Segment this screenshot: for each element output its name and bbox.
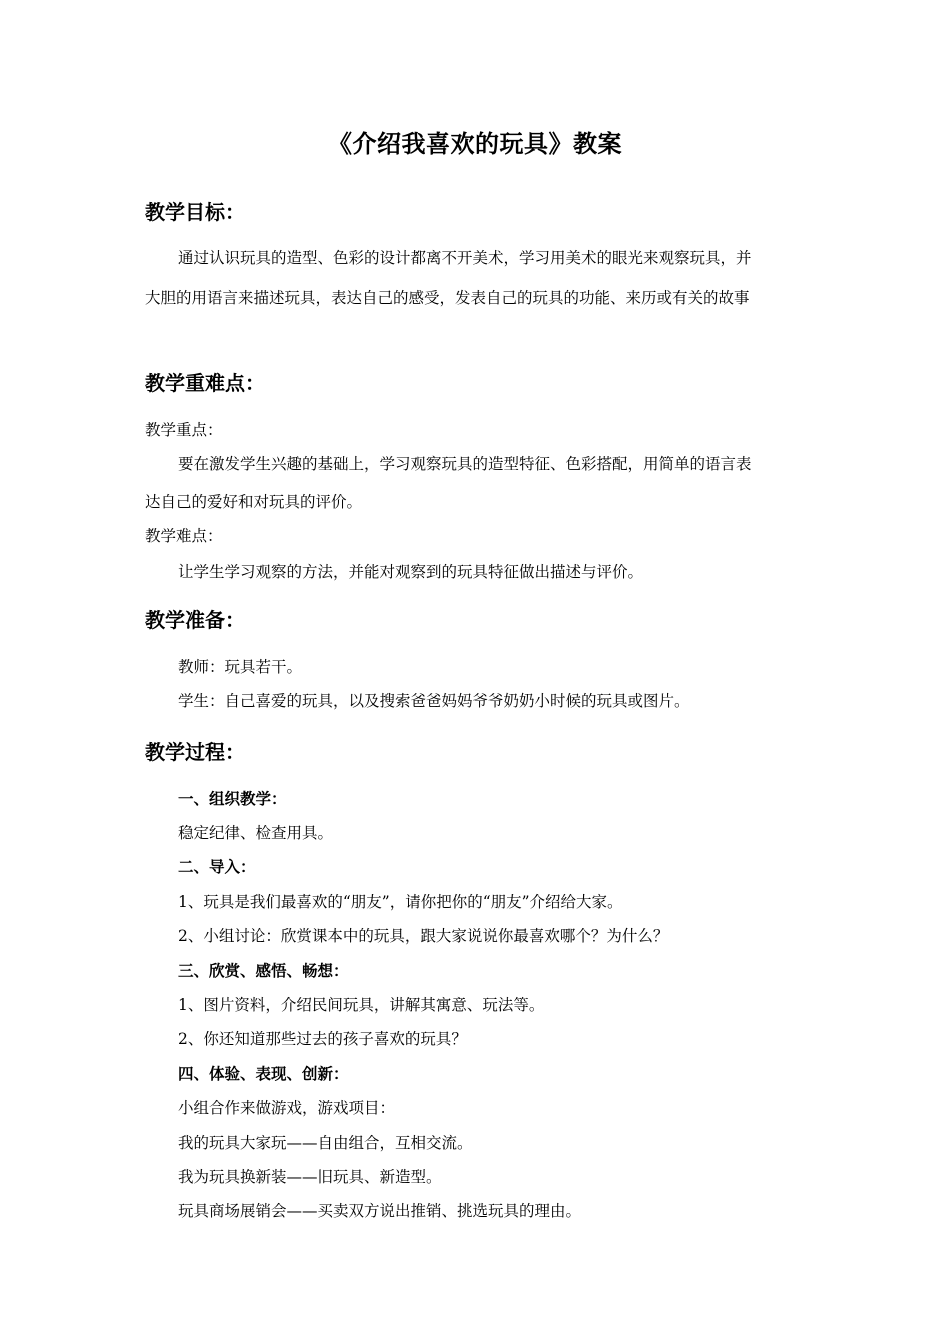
section-3-line-1: 1、图片资料，介绍民间玩具，讲解其寓意、玩法等。 xyxy=(178,996,545,1014)
goals-text-line-2: 大胆的用语言来描述玩具，表达自己的感受，发表自己的玩具的功能、来历或有关的故事 xyxy=(145,289,750,307)
section-4-title: 四、体验、表现、创新： xyxy=(178,1064,349,1083)
preparation-student: 学生：自己喜爱的玩具，以及搜索爸爸妈妈爷爷奶奶小时候的玩具或图片。 xyxy=(178,692,690,710)
section-4-line-3: 我为玩具换新装——旧玩具、新造型。 xyxy=(178,1168,442,1186)
key-points-heading: 教学重难点： xyxy=(145,371,265,395)
section-3-line-2: 2、你还知道那些过去的孩子喜欢的玩具？ xyxy=(178,1030,467,1048)
process-heading: 教学过程： xyxy=(145,740,245,764)
goals-text-line-1: 通过认识玩具的造型、色彩的设计都离不开美术，学习用美术的眼光来观察玩具，并 xyxy=(178,249,752,267)
section-2-line-2: 2、小组讨论：欣赏课本中的玩具，跟大家说说你最喜欢哪个？为什么？ xyxy=(178,927,669,945)
preparation-heading: 教学准备： xyxy=(145,608,245,632)
focus-label: 教学重点： xyxy=(145,421,223,439)
section-2-title: 二、导入： xyxy=(178,857,256,876)
section-4-line-4: 玩具商场展销会——买卖双方说出推销、挑选玩具的理由。 xyxy=(178,1202,582,1220)
focus-text-line-1: 要在激发学生兴趣的基础上，学习观察玩具的造型特征、色彩搭配，用简单的语言表 xyxy=(178,455,752,473)
preparation-teacher: 教师：玩具若干。 xyxy=(178,658,303,676)
difficulty-label: 教学难点： xyxy=(145,527,223,545)
section-3-title: 三、欣赏、感悟、畅想： xyxy=(178,961,349,980)
goals-heading: 教学目标： xyxy=(145,200,245,224)
section-1-title: 一、组织教学： xyxy=(178,789,287,808)
document-title: 《介绍我喜欢的玩具》教案 xyxy=(328,129,622,158)
section-1-line: 稳定纪律、检查用具。 xyxy=(178,824,334,842)
section-2-line-1: 1、玩具是我们最喜欢的“朋友”，请你把你的“朋友”介绍给大家。 xyxy=(178,893,623,911)
focus-text-line-2: 达自己的爱好和对玩具的评价。 xyxy=(145,493,363,511)
section-4-line-1: 小组合作来做游戏，游戏项目： xyxy=(178,1099,396,1117)
section-4-line-2: 我的玩具大家玩——自由组合，互相交流。 xyxy=(178,1134,473,1152)
difficulty-text: 让学生学习观察的方法，并能对观察到的玩具特征做出描述与评价。 xyxy=(178,563,644,581)
